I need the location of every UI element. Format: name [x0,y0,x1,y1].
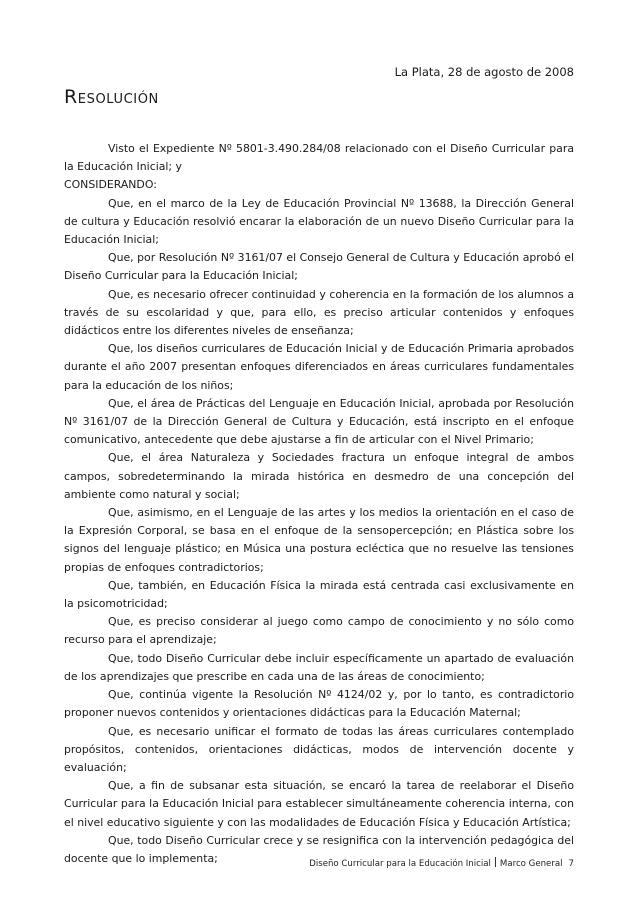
paragraph: Que, los diseños curriculares de Educación Inicial y de Educación Primaria aprobados durante el año 2007 presentan enfoques diferenciados en áreas curriculares fundamentales para la educación de los niños; [64,342,574,392]
paragraph: Que, es necesario unificar el formato de todas las áreas curriculares contemplado propósitos, contenidos, orientaciones didácticas, modos de intervención docente y evaluación; [64,724,574,774]
page-title: Resolución [64,86,159,108]
paragraph: Que, en el marco de la Ley de Educación Provincial Nº 13688, la Dirección General de cultura y Educación resolvió encarar la elaboración de un nuevo Diseño Curricular para la Educación Inicial; [64,196,574,247]
footer-document-title: Diseño Curricular para la Educación Inicial [309,859,491,869]
considerando-heading: CONSIDERANDO: [64,178,157,192]
paragraph: Visto el Expediente Nº 5801-3.490.284/08 relacionado con el Diseño Curricular para la Educación Inicial; y [64,142,574,174]
paragraph: Que, a fin de subsanar esta situación, se encaró la tarea de reelaborar el Diseño Curricular para la Educación Inicial para establecer simultáneamente coherencia interna, con el nivel educativo siguiente y con las modalidades de Educación Física y Educación Artística; [64,779,574,829]
paragraph: Que, el área de Prácticas del Lenguaje en Educación Inicial, aprobada por Resolución Nº 3161/07 de la Dirección General de Cultura y Educación, está inscripto en el enfoque comunicativo, antecedente que debe ajustarse a fin de articular con el Nivel Primario; [64,396,574,447]
date-line: La Plata, 28 de agosto de 2008 [394,65,574,79]
resolution-body [64,140,574,868]
paragraph: Que, el área Naturaleza y Sociedades fractura un enfoque integral de ambos campos, sobredeterminando la mirada histórica en desmedro de una concepción del ambiente como natural y social; [64,451,574,501]
paragraph: Que, es preciso considerar al juego como campo de conocimiento y no sólo como recurso para el aprendizaje; [64,615,574,647]
paragraph: Que, todo Diseño Curricular debe incluir específicamente un apartado de evaluación de los aprendizajes que prescribe en cada una de las áreas de conocimiento; [64,651,574,683]
paragraph: Que, es necesario ofrecer continuidad y coherencia en la formación de los alumnos a través de su escolaridad y que, para ello, es preciso articular contenidos y enfoques didácticos entre los diferentes niveles de enseñanza; [64,287,574,338]
paragraph: Que, continúa vigente la Resolución Nº 4124/02 y, por lo tanto, es contradictorio proponer nuevos contenidos y orientaciones didácticas para la Educación Maternal; [64,688,574,720]
footer-divider [495,857,496,867]
paragraph: Que, asimismo, en el Lenguaje de las artes y los medios la orientación en el caso de la Expresión Corporal, se basa en el enfoque de la sensopercepción; en Plástica sobre los signos del lenguaje plástico; en Música una postura ecléctica que no resuelve las tensiones propias de enfoques contradictorios; [64,506,574,574]
page-number: 7 [568,859,574,869]
paragraph: Que, todo Diseño Curricular crece y se resignifica con la intervención pedagógica del docente que lo implementa; [64,833,574,865]
paragraph: Que, también, en Educación Física la mirada está centrada casi exclusivamente en la psicomotricidad; [64,578,574,611]
footer-section: Marco General [499,859,563,869]
paragraph: Que, por Resolución Nº 3161/07 el Consejo General de Cultura y Educación aprobó el Diseño Curricular para la Educación Inicial; [64,251,574,283]
page-footer [309,857,574,869]
